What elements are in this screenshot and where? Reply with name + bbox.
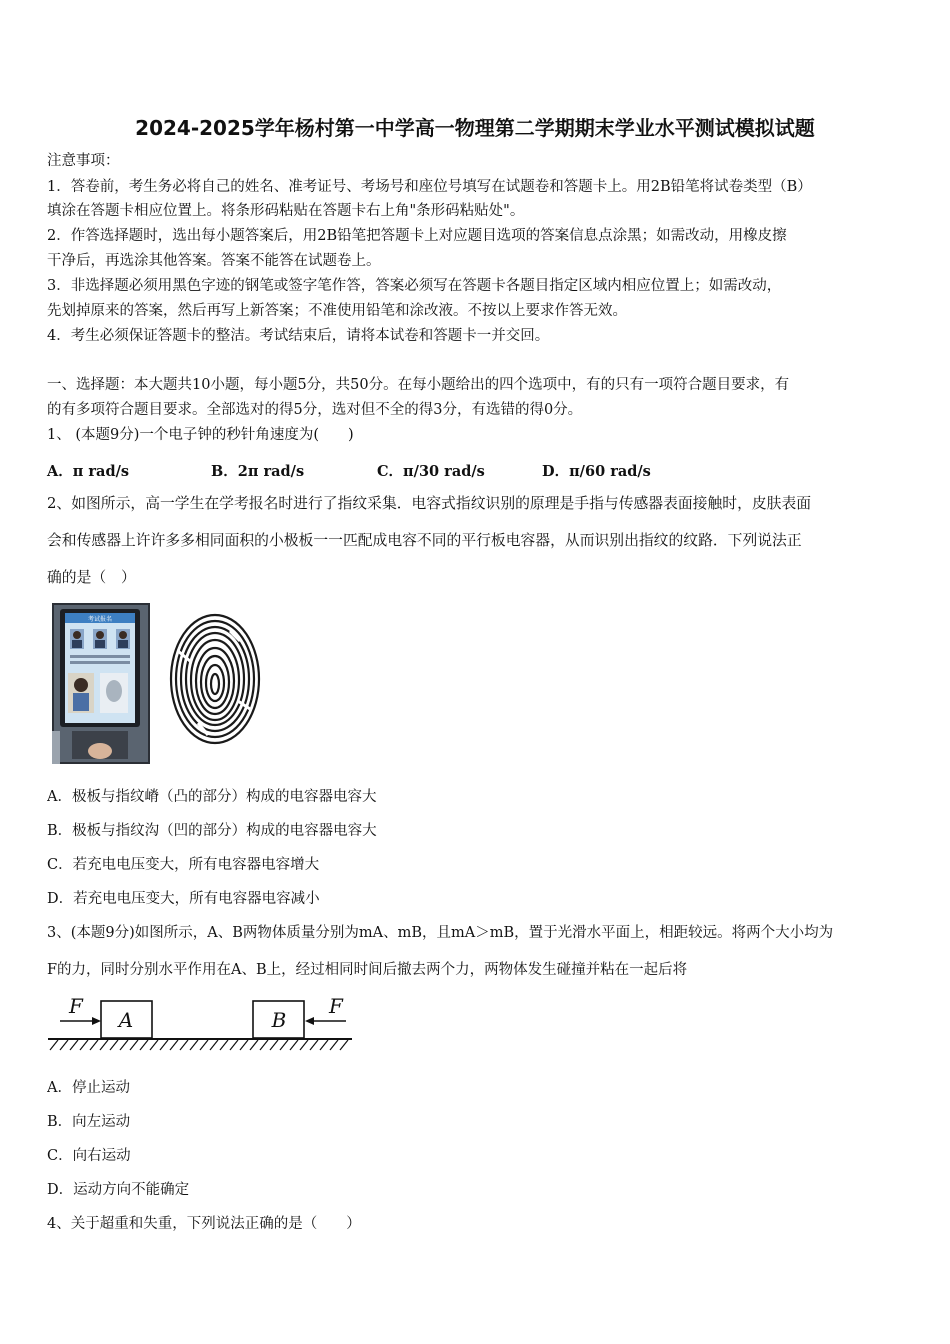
q1-option-c: C．π/30 rad/s [377,463,485,480]
notice-line: 先划掉原来的答案，然后再写上新答案；不准使用铅笔和涂改液。不按以上要求作答无效。 [47,303,627,319]
notice-line: 4．考生必须保证答题卡的整洁。考试结束后，请将本试卷和答题卡一并交回。 [47,328,550,344]
notice-line: 2．作答选择题时，选出每小题答案后，用2B铅笔把答题卡上对应题目选项的答案信息点涂黑；如需改动，用橡皮擦 [47,228,787,244]
q2-option-a: A．极板与指纹嵴（凸的部分）构成的电容器电容大 [47,789,377,805]
notice-line: 干净后，再选涂其他答案。答案不能答在试题卷上。 [47,253,381,269]
question-2-line: 确的是（ ） [47,569,136,586]
question-2-line: 会和传感器上许许多多相同面积的小极板一一匹配成电容不同的平行板电容器，从而识别出指纹的纹路．下列说法正 [47,532,802,549]
q2-option-d: D．若充电电压变大，所有电容器电容减小 [47,891,320,907]
notice-line: 填涂在答题卡相应位置上。将条形码粘贴在答题卡右上角"条形码粘贴处"。 [47,203,525,219]
q1-option-b: B．2π rad/s [211,463,305,480]
fingerprint-image [168,611,262,747]
question-3-line: 3、(本题9分)如图所示，A、B两物体质量分别为mA、mB，且mA＞mB，置于光滑水平面上，相距较远。将两个大小均为 [47,925,834,941]
q3-option-b: B．向左运动 [47,1114,131,1130]
force-label-right: F [329,994,343,1018]
q2-option-b: B．极板与指纹沟（凹的部分）构成的电容器电容大 [47,823,377,839]
q3-option-a: A．停止运动 [47,1080,130,1096]
blocks-force-diagram [46,994,354,1054]
q2-option-c: C．若充电电压变大，所有电容器电容增大 [47,857,320,873]
notice-line: 3．非选择题必须用黑色字迹的钢笔或签字笔作答，答案必须写在答题卡各题目指定区域内相应位置上；如需改动， [47,278,782,294]
notice-heading: 注意事项： [47,153,120,169]
section-heading-line: 的有多项符合题目要求。全部选对的得5分，选对但不全的得3分，有选错的得0分。 [47,402,583,418]
block-a-label: A [118,1008,134,1032]
question-2-line: 2、如图所示，高一学生在学考报名时进行了指纹采集．电容式指纹识别的原理是手指与传感器表面接触时，皮肤表面 [47,495,812,512]
q3-option-d: D．运动方向不能确定 [47,1182,190,1198]
q1-option-a: A．π rad/s [47,463,130,480]
question-1-stem: 1、 (本题9分)一个电子钟的秒针角速度为( ) [47,427,354,443]
question-3-line: F的力，同时分别水平作用在A、B上，经过相同时间后撤去两个力，两物体发生碰撞并粘在一起后将 [47,962,688,978]
block-b-label: B [271,1008,287,1032]
q1-option-d: D．π/60 rad/s [542,463,651,480]
section-heading-line: 一、选择题：本大题共10小题，每小题5分，共50分。在每小题给出的四个选项中，有的只有一项符合题目要求，有 [47,377,790,393]
registration-terminal-photo [52,603,150,764]
screen-title: 考试报名 [87,616,113,623]
notice-line: 1．答卷前，考生务必将自己的姓名、准考证号、考场号和座位号填写在试题卷和答题卡上。用2B铅笔将试卷类型（B） [47,179,812,195]
q3-option-c: C．向右运动 [47,1148,131,1164]
page-title: 2024-2025学年杨村第一中学高一物理第二学期期末学业水平测试模拟试题 [135,116,815,140]
question-4-stem: 4、关于超重和失重，下列说法正确的是（ ） [47,1216,361,1232]
force-label-left: F [69,994,83,1018]
